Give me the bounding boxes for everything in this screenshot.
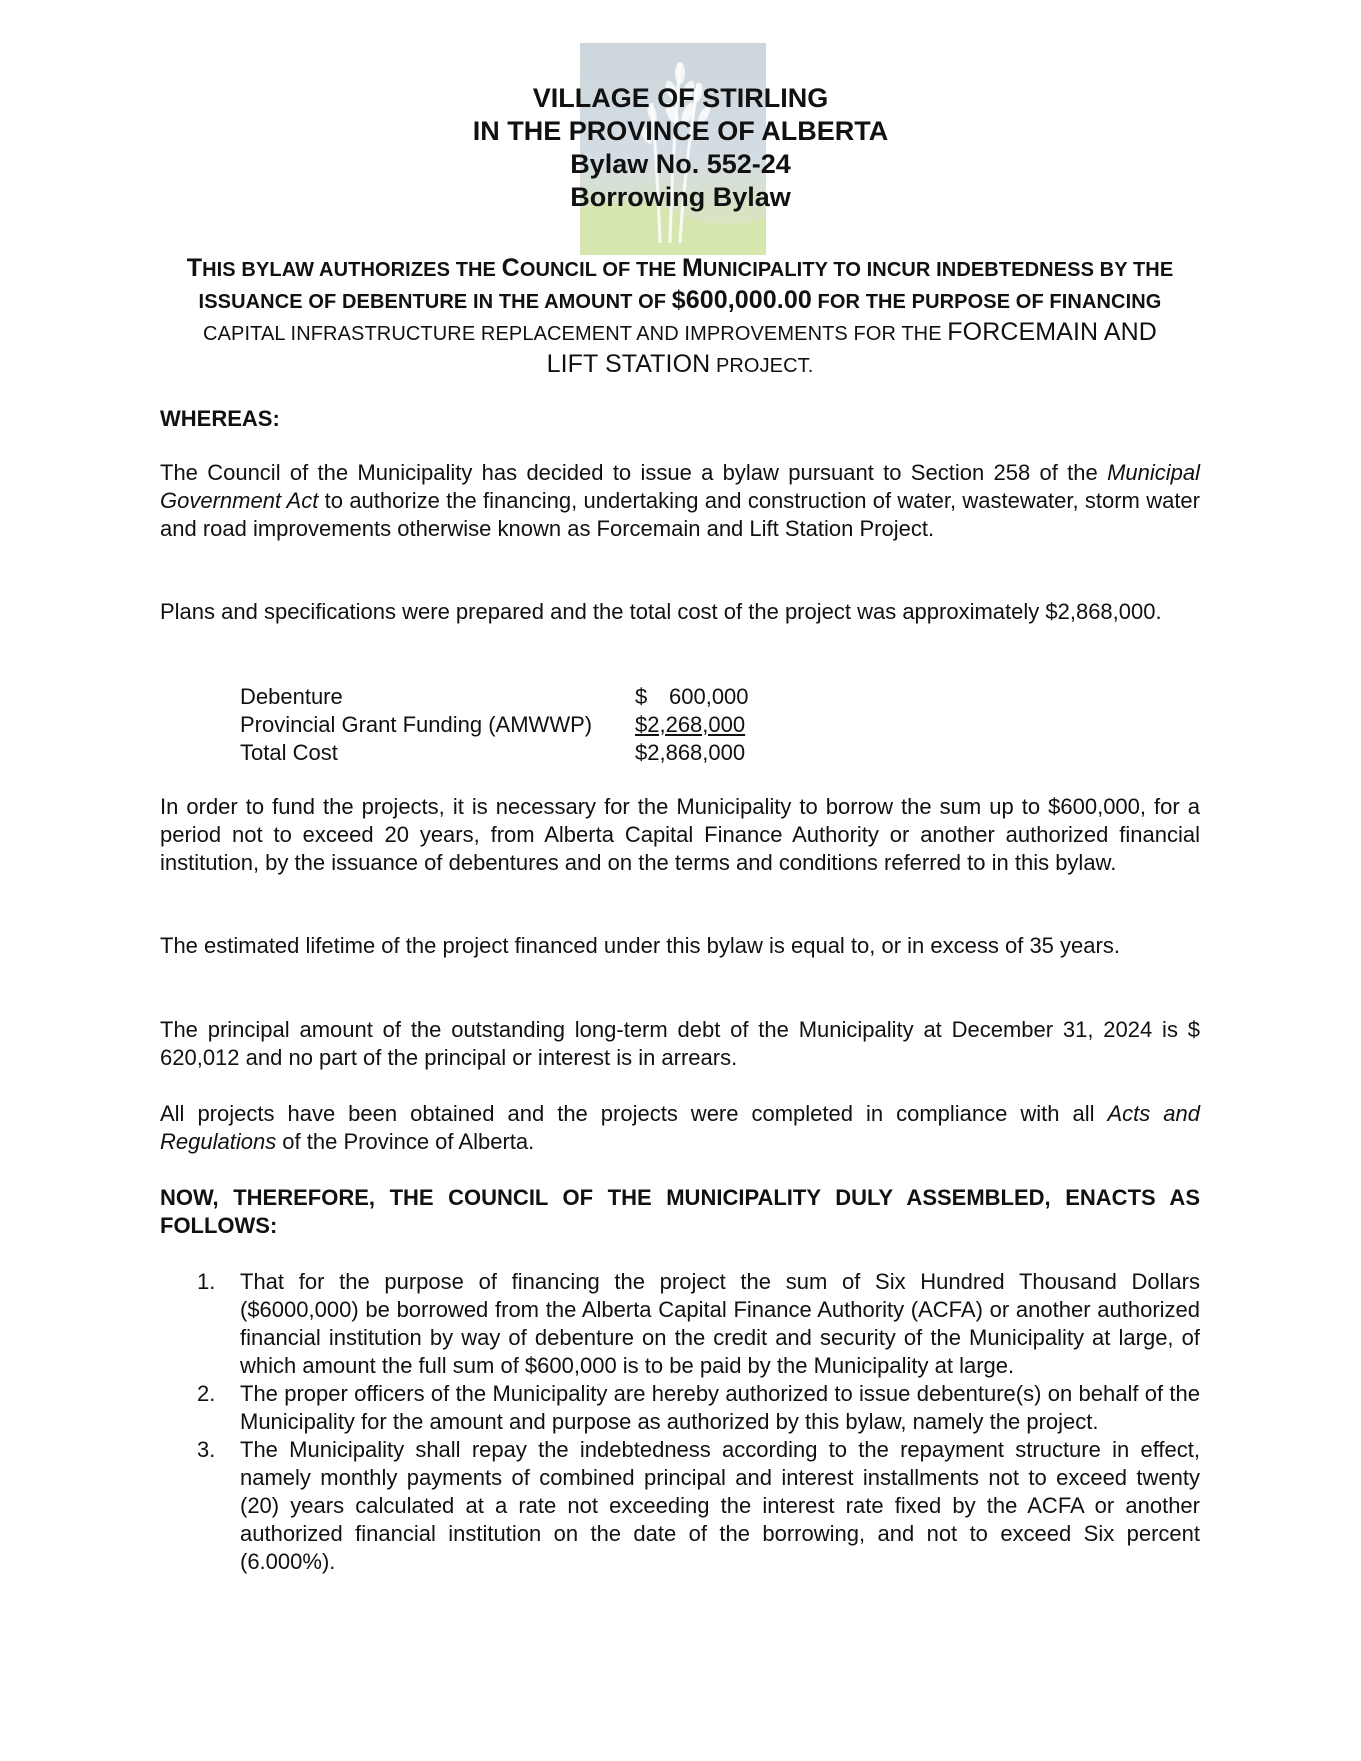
whereas-paragraph-6: All projects have been obtained and the projects were completed in compliance with all Acts and Regulations of the Province of Alberta. xyxy=(160,1101,1200,1154)
summary-line-2: ISSUANCE OF DEBENTURE IN THE AMOUNT OF $600,000.00 FOR THE PURPOSE OF FINANCING xyxy=(198,286,1162,314)
whereas-paragraph-1: The Council of the Municipality has decided to issue a bylaw pursuant to Section 258 of the Municipal Government Act to authorize the financing, undertaking and construction of water, wastewater, storm water and road improvements otherwise known as Forcemain and Lift Station Project. xyxy=(160,460,1200,541)
title-bylaw-number: Bylaw No. 552-24 xyxy=(570,149,791,179)
title-bylaw-name: Borrowing Bylaw xyxy=(570,182,791,212)
act-name: Municipal Government Act xyxy=(160,460,1200,513)
list-item xyxy=(160,1268,1200,1380)
whereas-paragraph-5: The principal amount of the outstanding long-term debt of the Municipality at December 31, 2024 is $ 620,012 and no part of the principal or interest is in arrears. xyxy=(160,1017,1200,1070)
whereas-paragraph-4: The estimated lifetime of the project financed under this bylaw is equal to, or in excess of 35 years. xyxy=(160,933,1120,958)
enacts-heading: NOW, THEREFORE, THE COUNCIL OF THE MUNICIPALITY DULY ASSEMBLED, ENACTS AS FOLLOWS: xyxy=(160,1185,1200,1238)
document-title xyxy=(0,82,1361,214)
whereas-heading: WHEREAS: xyxy=(160,406,280,431)
list-item xyxy=(160,1436,1200,1576)
summary-line-4: LIFT STATION PROJECT. xyxy=(546,350,814,378)
debenture-amount: $600,000.00 xyxy=(671,286,812,314)
summary-line-1: THIS BYLAW AUTHORIZES THE COUNCIL OF THE MUNICIPALITY TO INCUR INDEBTEDNESS BY THE xyxy=(186,254,1174,282)
list-text: That for the purpose of financing the project the sum of Six Hundred Thousand Dollars ($6000,000) be borrowed from the Alberta Capital Finance Authority (ACFA) or another authorized financial institution by way of debenture on the credit and security of the Municipality at large, of which amount the full sum of $600,000 is to be paid by the Municipality at large. xyxy=(240,1269,1200,1378)
whereas-paragraph-3: In order to fund the projects, it is necessary for the Municipality to borrow the sum up to $600,000, for a period not to exceed 20 years, from Alberta Capital Finance Authority or another authorized financial institution, by the issuance of debentures and on the terms and conditions referred to in this bylaw. xyxy=(160,794,1200,875)
list-item xyxy=(160,1380,1200,1436)
title-province: IN THE PROVINCE OF ALBERTA xyxy=(472,116,889,146)
bylaw-summary xyxy=(150,253,1210,381)
title-municipality: VILLAGE OF STIRLING xyxy=(532,83,829,113)
list-text: The Municipality shall repay the indebtedness according to the repayment structure in effect, namely monthly payments of combined principal and interest installments not to exceed twenty (20) years calculated at a rate not exceeding the interest rate fixed by the ACFA or another authorized financial institution on the date of the borrowing, and not to exceed Six percent (6.000%). xyxy=(240,1437,1200,1574)
financing-label: Total Cost xyxy=(240,740,338,765)
financing-value: $ 600,000 xyxy=(635,684,749,709)
list-text: The proper officers of the Municipality are hereby authorized to issue debenture(s) on behalf of the Municipality for the amount and purpose as authorized by this bylaw, namely the project. xyxy=(240,1381,1200,1434)
financing-label: Debenture xyxy=(240,684,343,709)
summary-line-3: CAPITAL INFRASTRUCTURE REPLACEMENT AND IMPROVEMENTS FOR THE FORCEMAIN AND xyxy=(203,318,1157,346)
list-number: 3. xyxy=(197,1437,216,1462)
enacts-list xyxy=(160,1268,1200,1576)
list-number: 1. xyxy=(197,1269,216,1294)
whereas-paragraph-2: Plans and specifications were prepared and the total cost of the project was approximately $2,868,000. xyxy=(160,599,1162,624)
acts-and-regulations: Acts and Regulations xyxy=(160,1101,1200,1154)
financing-label: Provincial Grant Funding (AMWWP) xyxy=(240,712,593,737)
list-number: 2. xyxy=(197,1381,216,1406)
financing-value: $2,868,000 xyxy=(635,740,746,765)
financing-value: $2,268,000 xyxy=(635,712,746,737)
